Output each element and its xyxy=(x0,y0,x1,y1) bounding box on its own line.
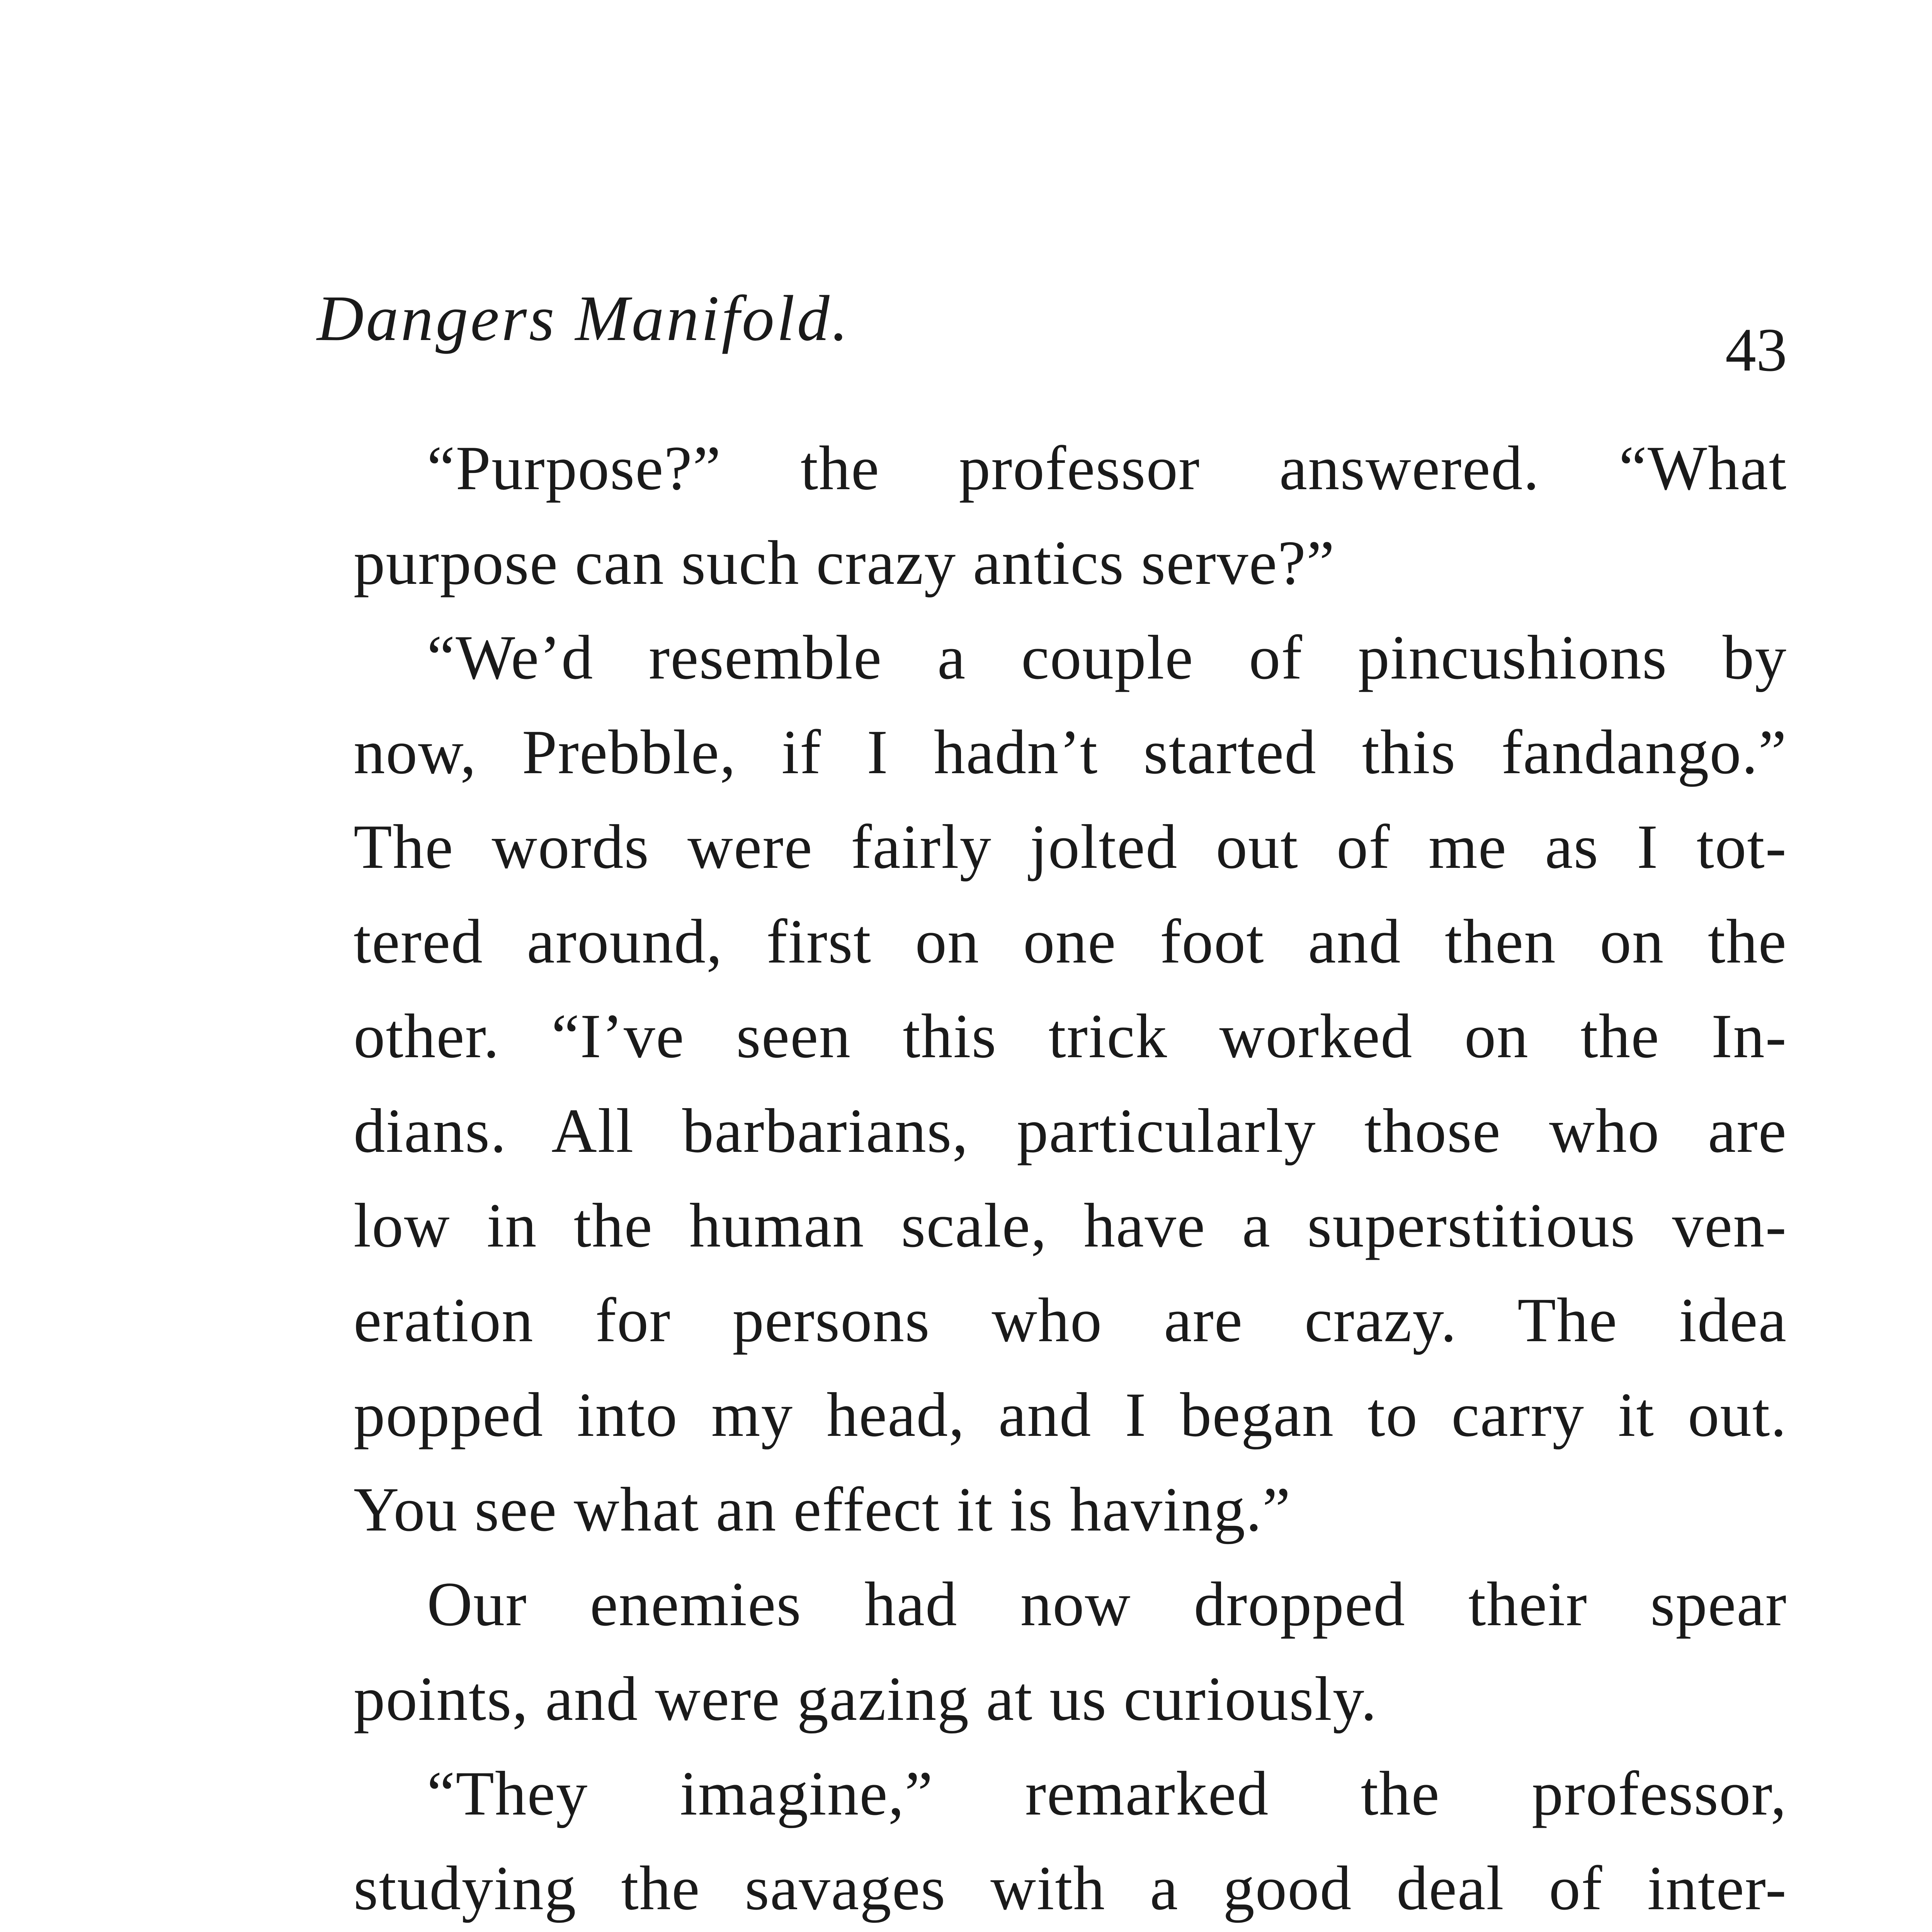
text-line: now, Prebble, if I hadn’t started this fandango.” xyxy=(354,718,1787,787)
paragraph xyxy=(354,611,1787,1557)
page-number: 43 xyxy=(1725,315,1787,384)
text-line: purpose can such crazy antics serve?” xyxy=(354,528,1335,598)
text-line: “They imagine,” remarked the professor, xyxy=(427,1759,1787,1828)
text-line: dians. All barbarians, particularly those who are xyxy=(354,1096,1787,1166)
body-text xyxy=(354,421,1787,1932)
text-line: low in the human scale, have a superstitious ven- xyxy=(354,1191,1787,1260)
text-line: “Purpose?” the professor answered. “What xyxy=(427,434,1787,503)
text-line: The words were fairly jolted out of me as I tot- xyxy=(354,812,1787,882)
running-head: Dangers Manifold. xyxy=(317,282,850,354)
paragraph xyxy=(354,1747,1787,1932)
text-line: You see what an effect it is having.” xyxy=(354,1475,1291,1544)
paragraph xyxy=(354,421,1787,611)
text-line: Our enemies had now dropped their spear xyxy=(427,1570,1787,1639)
text-line: studying the savages with a good deal of inter- xyxy=(354,1854,1787,1923)
text-line: tered around, first on one foot and then on the xyxy=(354,907,1787,976)
text-line: “We’d resemble a couple of pincushions by xyxy=(427,623,1787,692)
paragraph xyxy=(354,1557,1787,1747)
text-line: eration for persons who are crazy. The idea xyxy=(354,1286,1787,1355)
text-line: points, and were gazing at us curiously. xyxy=(354,1664,1378,1734)
text-line: other. “I’ve seen this trick worked on the In- xyxy=(354,1002,1787,1071)
text-line: popped into my head, and I began to carry it out. xyxy=(354,1380,1787,1450)
